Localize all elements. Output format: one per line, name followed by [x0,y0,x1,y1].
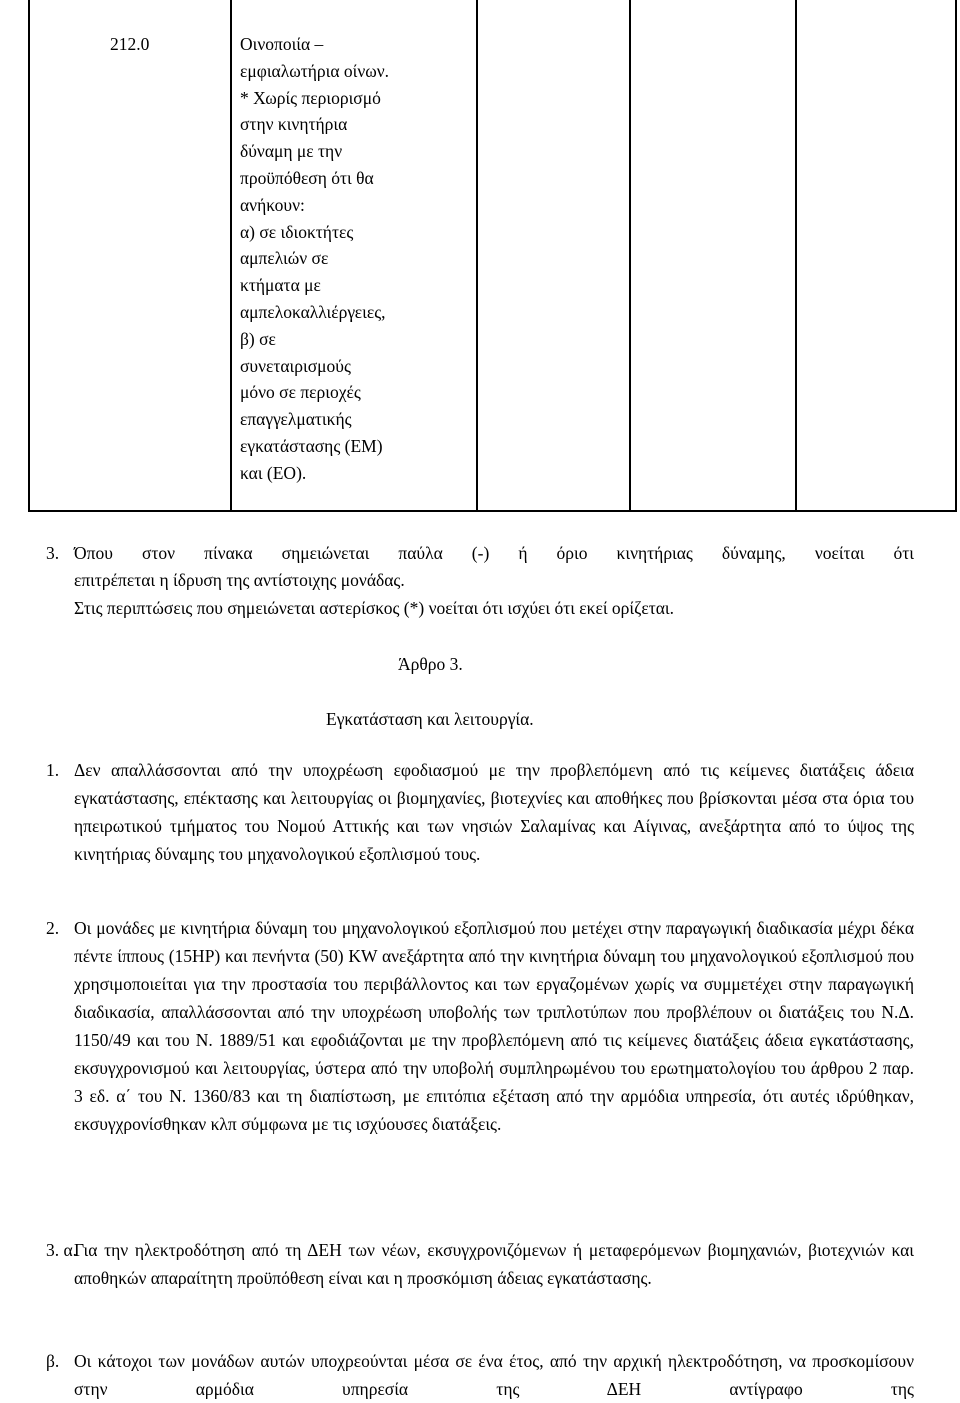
description-line: α) σε ιδιοκτήτες [240,221,354,242]
regulation-table [28,0,957,512]
description-line: αμπελιών σε [240,248,329,269]
description-line: προϋπόθεση ότι θα [240,167,374,188]
description-line: δύναμη με την [240,141,343,162]
paragraph-number: 3. α. [46,1240,78,1260]
table-col-divider [476,0,478,510]
description-line: * Χωρίς περιορισμό [240,87,381,108]
article-heading: Άρθρο 3. [398,654,463,674]
description-line: στην κινητήρια [240,114,348,135]
description-line: εγκατάστασης (ΕΜ) [240,435,383,456]
description-line: συνεταιρισμούς [240,355,351,376]
description-line: ανήκουν: [240,194,305,215]
paragraph-text: Οι μονάδες με κινητήρια δύναμη του μηχανολογικού εξοπλισμού που μετέχει στην παραγωγική διαδικασία μέχρι δέκα πέντε ίππους (15HP) και πενήντα (50) KW ανεξάρτητα από την κινητήρια δύναμη του μηχανολογικού εξοπλισμού που χρησιμοποιείται για την προστασία του περιβάλλοντος και των εργαζομένων χωρίς να συμμετέχει στην παραγωγική διαδικασία, απαλλάσσονται από την υποχρέωση υποβολής των τριπλοτύπων που προβλέπουν οι διατάξεις του Ν.Δ. 1150/49 και του Ν. 1889/51 και εφοδιάζονται με την προβλεπόμενη από τις κείμενες διατάξεις άδεια εγκατάστασης, εκσυγχρονισμού και λειτουργίας, ύστερα από την υποβολή συμπληρωμένου του ερωτηματολογίου του άρθρου 2 παρ. 3 εδ. α΄ του Ν. 1360/83 και τη διαπίστωση, με επιτόπια εξέταση από την αρμόδια υπηρεσία, ότι αυτές ιδρύθηκαν, εκσυγχρονίσθηκαν κλπ σύμφωνα με τις ισχύουσες διατάξεις. [74,918,914,1134]
paragraph-number: 1. [46,760,60,780]
description-line: κτήματα με [240,275,321,296]
description-line: μόνο σε περιοχές [240,382,361,403]
note-number: 3. [46,543,60,563]
note-line-2: επιτρέπεται η ίδρυση της αντίστοιχης μονάδας. [74,570,405,590]
paragraph-number: β. [46,1351,60,1371]
table-col-divider [629,0,631,510]
description-line: Οινοποιία – [240,34,324,54]
paragraph-number: 2. [46,918,60,938]
activity-description [240,31,389,487]
paragraph-text: Οι κάτοχοι των μονάδων αυτών υποχρεούνται μέσα σε ένα έτος, από την αρχική ηλεκτροδότηση, να προσκομίσουν στην αρμόδια υπηρεσία της ΔΕΗ αντίγραφο της [74,1351,914,1399]
description-line: και (ΕΟ). [240,462,307,483]
table-col-divider [230,0,232,510]
description-line: β) σε [240,328,276,349]
description-line: εμφιαλωτήρια οίνων. [240,60,390,81]
note-line-3: Στις περιπτώσεις που σημειώνεται αστερίσκος (*) νοείται ότι ισχύει ότι εκεί ορίζεται. [74,598,674,618]
table-col-divider [795,0,797,510]
description-line: αμπελοκαλλιέργειες, [240,301,386,322]
paragraph-text: Δεν απαλλάσσονται από την υποχρέωση εφοδιασμού με την προβλεπόμενη από τις κείμενες διατάξεις άδεια εγκατάστασης, επέκτασης και λειτουργίας οι βιομηχανίες, βιοτεχνίες και αποθήκες που βρίσκονται μέσα στα όρια του ηπειρωτικού τμήματος του Νομού Αττικής και των νησιών Σαλαμίνας και Αίγινας, ανεξάρτητα από το ύψος της κινητήριας δύναμης του μηχανολογικού εξοπλισμού τους. [74,760,914,864]
activity-code: 212.0 [110,34,150,54]
paragraph-text: Για την ηλεκτροδότηση από τη ΔΕΗ των νέων, εκσυγχρονιζόμενων ή μεταφερόμενων βιομηχανιών, βιοτεχνιών και αποθηκών απαραίτητη προϋπόθεση είναι και η προσκόμιση άδειας εγκατάστασης. [74,1240,914,1288]
note-line-1: Όπου στον πίνακα σημειώνεται παύλα (-) ή όριο κινητήριας δύναμης, νοείται ότι [74,543,914,563]
article-subheading: Εγκατάσταση και λειτουργία. [326,709,534,729]
description-line: επαγγελματικής [240,409,352,430]
